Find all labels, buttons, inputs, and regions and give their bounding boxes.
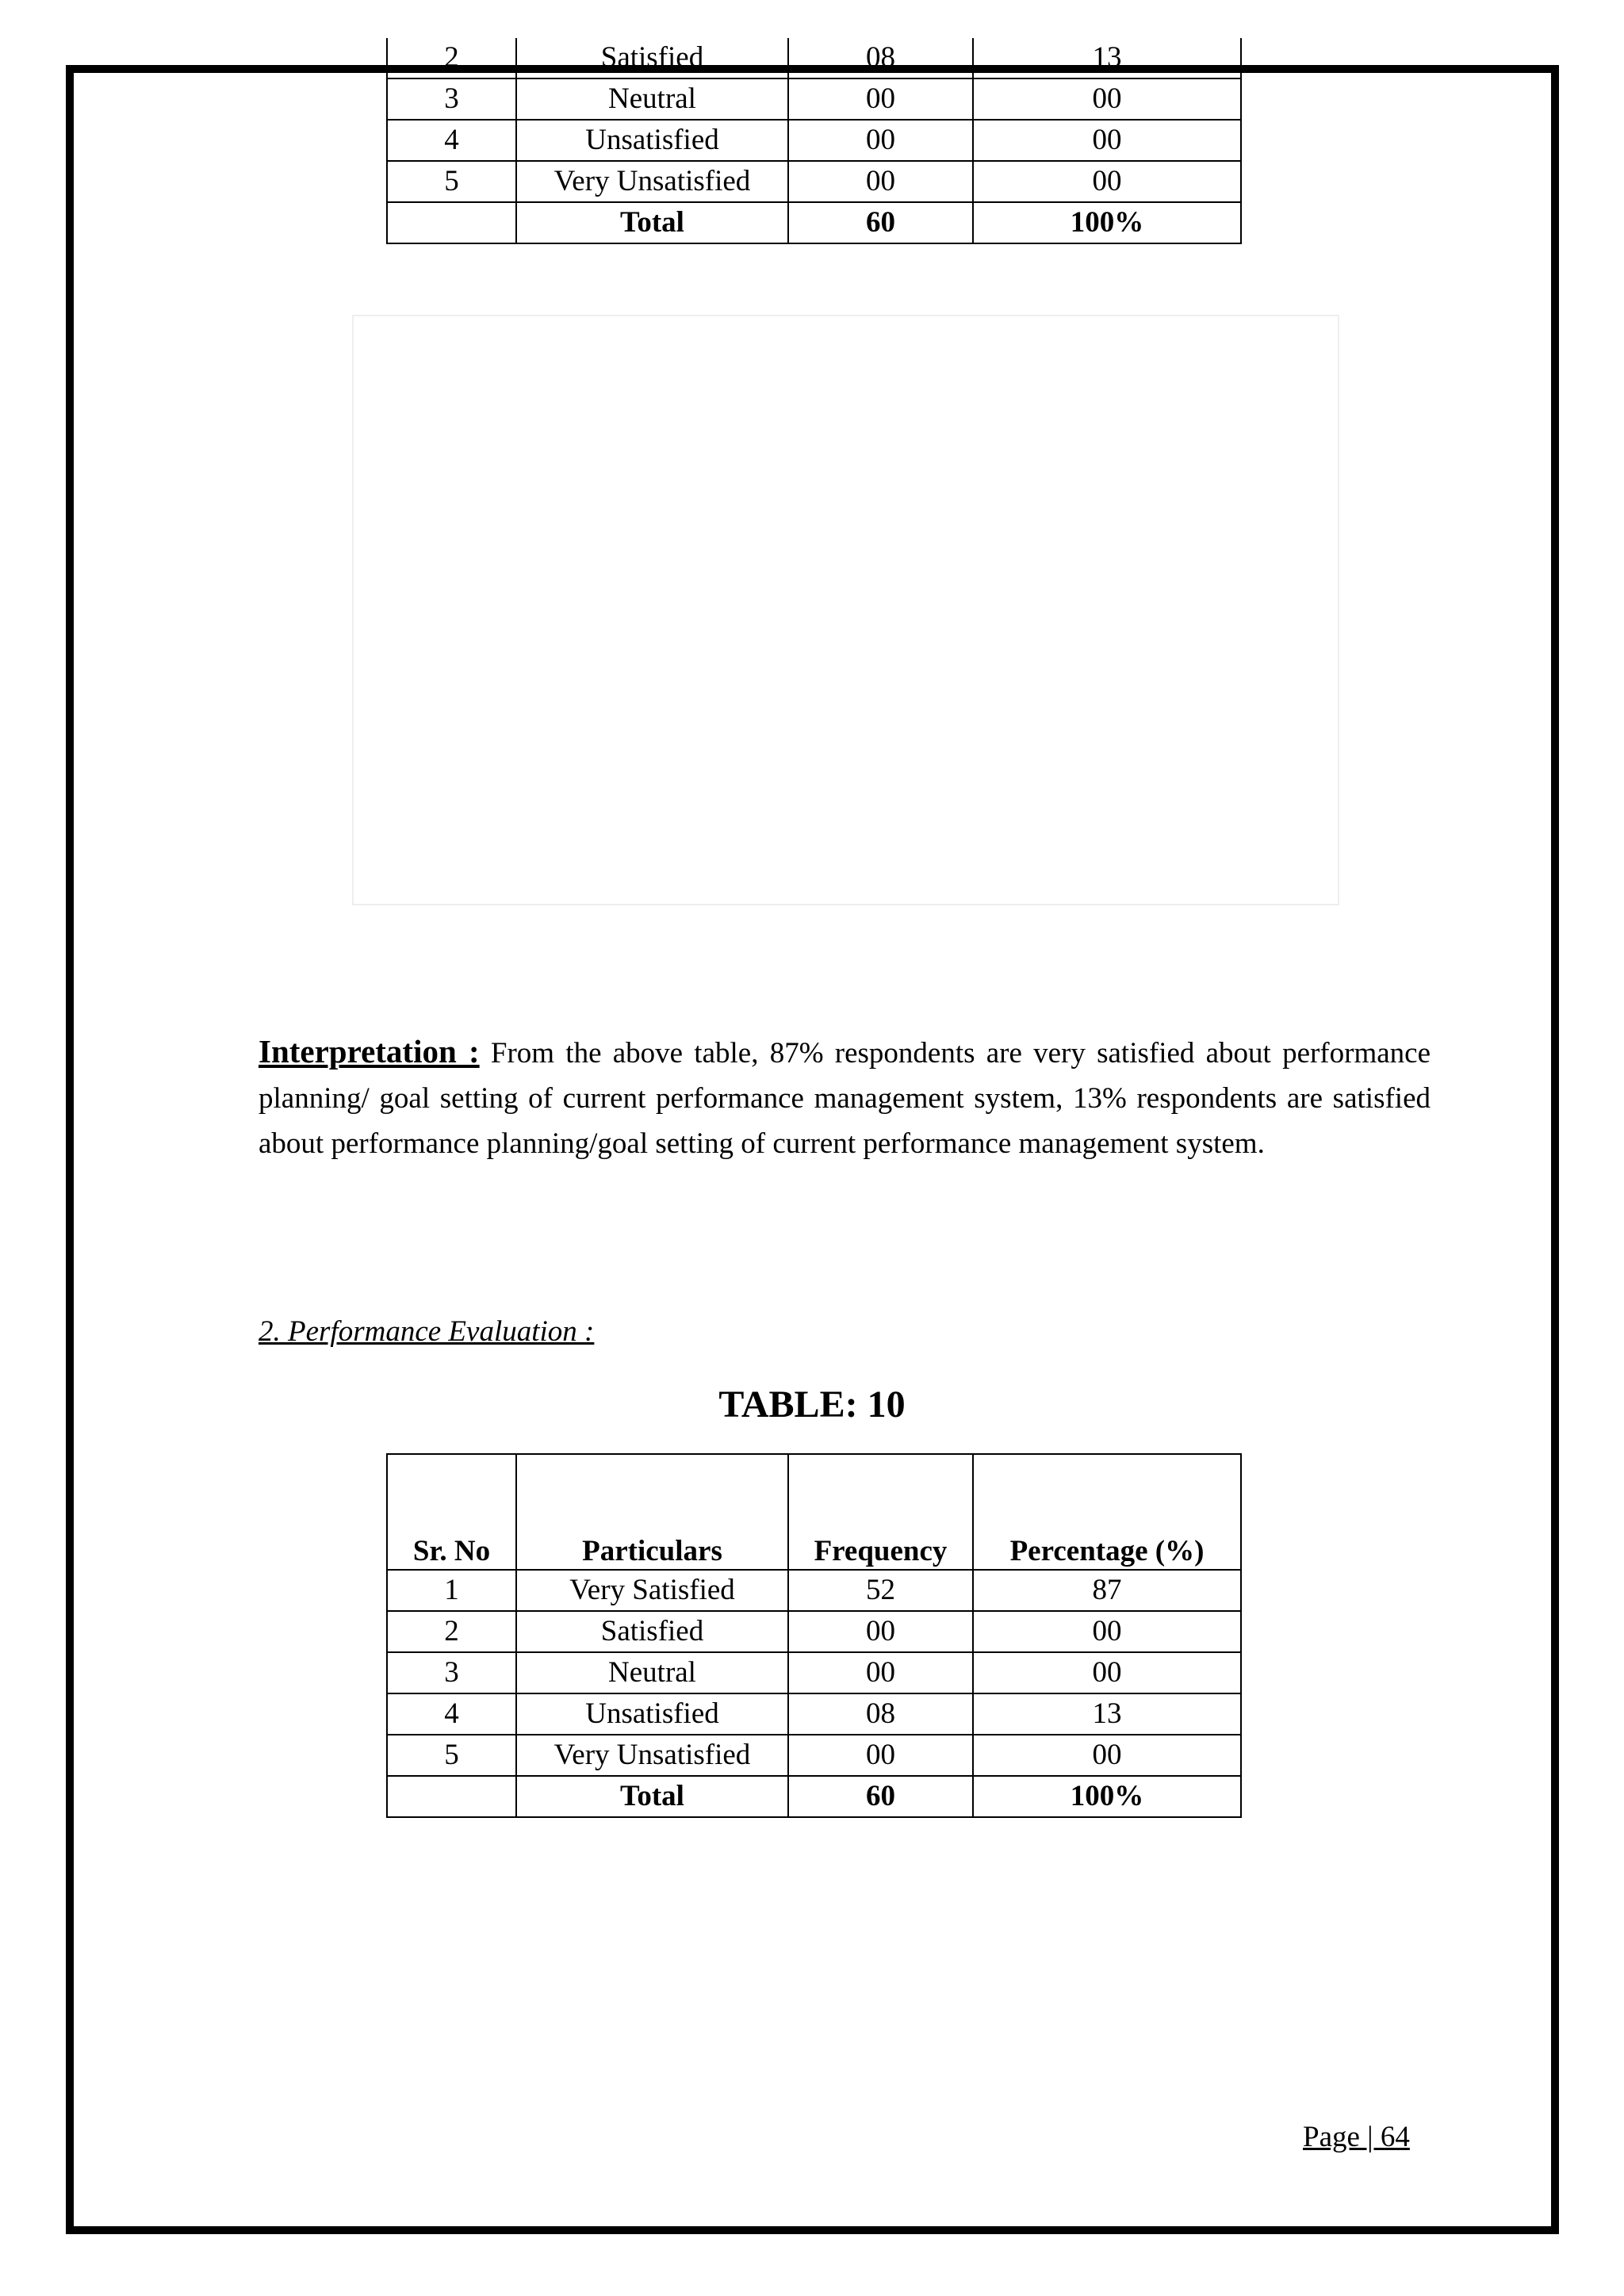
total-percentage: 100% xyxy=(973,202,1241,243)
percentage-cell: 00 xyxy=(973,78,1241,120)
section-heading: 2. Performance Evaluation : xyxy=(259,1315,595,1348)
sr-no-cell: 2 xyxy=(387,38,516,78)
particulars-cell: Satisfied xyxy=(516,38,788,78)
table-row xyxy=(387,1693,1241,1735)
percentage-cell: 00 xyxy=(973,1735,1241,1776)
continued-table-9 xyxy=(386,38,1242,244)
percentage-cell: 87 xyxy=(973,1570,1241,1611)
total-label: Total xyxy=(516,202,788,243)
frequency-cell: 00 xyxy=(788,1611,973,1652)
table-row xyxy=(387,1570,1241,1611)
table-10 xyxy=(386,1453,1242,1818)
frequency-cell: 00 xyxy=(788,161,973,202)
frequency-cell: 00 xyxy=(788,1735,973,1776)
interpretation-paragraph xyxy=(259,1029,1431,1166)
frequency-cell: 00 xyxy=(788,1652,973,1693)
table-caption: TABLE: 10 xyxy=(718,1383,906,1425)
empty-cell xyxy=(387,1776,516,1817)
frequency-cell: 52 xyxy=(788,1570,973,1611)
total-row xyxy=(387,1776,1241,1817)
sr-no-cell: 4 xyxy=(387,1693,516,1735)
frequency-cell: 00 xyxy=(788,120,973,161)
total-frequency: 60 xyxy=(788,202,973,243)
sr-no-cell: 5 xyxy=(387,161,516,202)
frequency-cell: 00 xyxy=(788,78,973,120)
percentage-cell: 00 xyxy=(973,120,1241,161)
sr-no-cell: 4 xyxy=(387,120,516,161)
percentage-cell: 13 xyxy=(973,38,1241,78)
particulars-cell: Very Unsatisfied xyxy=(516,1735,788,1776)
total-frequency: 60 xyxy=(788,1776,973,1817)
table-row xyxy=(387,78,1241,120)
chart-placeholder xyxy=(352,315,1339,905)
sr-no-cell: 3 xyxy=(387,78,516,120)
percentage-cell: 00 xyxy=(973,1611,1241,1652)
particulars-cell: Neutral xyxy=(516,78,788,120)
empty-cell xyxy=(387,202,516,243)
percentage-cell: 00 xyxy=(973,161,1241,202)
percentage-cell: 13 xyxy=(973,1693,1241,1735)
table-row xyxy=(387,1735,1241,1776)
total-label: Total xyxy=(516,1776,788,1817)
total-row xyxy=(387,202,1241,243)
table-header-row xyxy=(387,1454,1241,1570)
sr-no-cell: 3 xyxy=(387,1652,516,1693)
particulars-cell: Neutral xyxy=(516,1652,788,1693)
header-sr-no: Sr. No xyxy=(387,1454,516,1570)
header-particulars: Particulars xyxy=(516,1454,788,1570)
particulars-cell: Very Satisfied xyxy=(516,1570,788,1611)
table-row xyxy=(387,161,1241,202)
frequency-cell: 08 xyxy=(788,38,973,78)
page-number: Page | 64 xyxy=(1303,2121,1410,2153)
header-percentage: Percentage (%) xyxy=(973,1454,1241,1570)
sr-no-cell: 2 xyxy=(387,1611,516,1652)
sr-no-cell: 5 xyxy=(387,1735,516,1776)
particulars-cell: Very Unsatisfied xyxy=(516,161,788,202)
interpretation-label: Interpretation : xyxy=(259,1033,480,1070)
total-percentage: 100% xyxy=(973,1776,1241,1817)
table-row xyxy=(387,120,1241,161)
header-frequency: Frequency xyxy=(788,1454,973,1570)
table-row xyxy=(387,38,1241,78)
table-row xyxy=(387,1652,1241,1693)
particulars-cell: Unsatisfied xyxy=(516,120,788,161)
interpretation-text: From the above table, 87% respondents are very satisfied about performance planning/ goal setting of current performance management system, 13% respondents are satisfied about performance planning/goal setting of current performance management system. xyxy=(259,1037,1431,1160)
sr-no-cell: 1 xyxy=(387,1570,516,1611)
particulars-cell: Unsatisfied xyxy=(516,1693,788,1735)
percentage-cell: 00 xyxy=(973,1652,1241,1693)
particulars-cell: Satisfied xyxy=(516,1611,788,1652)
table-row xyxy=(387,1611,1241,1652)
frequency-cell: 08 xyxy=(788,1693,973,1735)
